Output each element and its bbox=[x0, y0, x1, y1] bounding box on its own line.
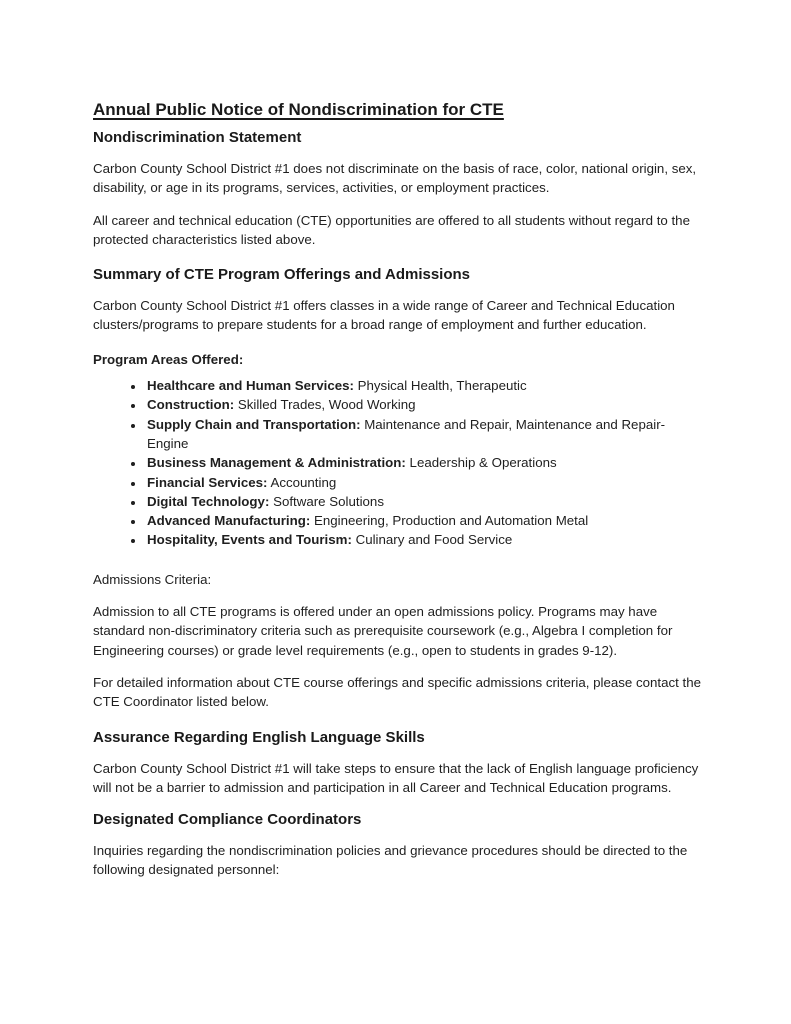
program-area-item bbox=[145, 415, 704, 454]
program-area-category: Construction: bbox=[147, 397, 235, 413]
heading-summary-offerings: Summary of CTE Program Offerings and Admissions bbox=[93, 266, 471, 284]
program-area-item bbox=[145, 473, 704, 492]
document-title: Annual Public Notice of Nondiscrimination for CTE bbox=[93, 100, 504, 119]
program-area-detail: Skilled Trades, Wood Working bbox=[237, 397, 416, 413]
program-area-item bbox=[145, 492, 704, 511]
program-area-item bbox=[145, 376, 704, 395]
program-area-item bbox=[145, 530, 704, 549]
heading-assurance-english: Assurance Regarding English Language Skills bbox=[93, 728, 425, 746]
admissions-paragraph-1: Admission to all CTE programs is offered under an open admissions policy. Programs may have standard non-discriminatory criteria such as prerequisite coursework (e.g., Algebra I completion for Engineering courses) or grade level requirements (e.g., open to students in grades 9-12). bbox=[93, 604, 673, 658]
program-area-detail: Engineering, Production and Automation Metal bbox=[313, 513, 589, 529]
admissions-criteria-label: Admissions Criteria: bbox=[93, 571, 212, 587]
nondiscrimination-paragraph-1: Carbon County School District #1 does not discriminate on the basis of race, color, national origin, sex, disability, or age in its programs, services, activities, or employment practices. bbox=[93, 161, 697, 196]
coordinators-paragraph: Inquiries regarding the nondiscrimination policies and grievance procedures should be directed to the following designated personnel: bbox=[93, 843, 688, 878]
program-area-category: Healthcare and Human Services: bbox=[147, 378, 354, 394]
program-area-detail: Accounting bbox=[270, 474, 337, 490]
program-area-item bbox=[145, 395, 704, 414]
program-area-detail: Maintenance and Repair, Maintenance and Repair-Engine bbox=[147, 416, 666, 451]
program-area-item bbox=[145, 511, 704, 530]
program-area-detail: Physical Health, Therapeutic bbox=[357, 378, 527, 394]
program-areas-label: Program Areas Offered: bbox=[93, 351, 244, 367]
assurance-paragraph: Carbon County School District #1 will take steps to ensure that the lack of English language proficiency will not be a barrier to admission and participation in all Career and Technical Education programs. bbox=[93, 760, 699, 795]
heading-nondiscrimination-statement: Nondiscrimination Statement bbox=[93, 129, 302, 146]
program-area-detail: Culinary and Food Service bbox=[355, 532, 513, 548]
program-area-category: Financial Services: bbox=[147, 474, 268, 490]
program-area-detail: Leadership & Operations bbox=[409, 455, 557, 471]
program-area-category: Supply Chain and Transportation: bbox=[147, 416, 361, 432]
program-area-category: Digital Technology: bbox=[147, 493, 270, 509]
program-area-item bbox=[145, 453, 704, 472]
nondiscrimination-paragraph-2: All career and technical education (CTE) opportunities are offered to all students without regard to the protected characteristics listed above. bbox=[93, 212, 690, 247]
program-area-detail: Software Solutions bbox=[273, 493, 384, 509]
program-area-category: Hospitality, Events and Tourism: bbox=[147, 532, 352, 548]
heading-compliance-coordinators: Designated Compliance Coordinators bbox=[93, 811, 362, 829]
program-area-category: Business Management & Administration: bbox=[147, 455, 406, 471]
program-area-category: Advanced Manufacturing: bbox=[147, 513, 311, 529]
admissions-paragraph-2: For detailed information about CTE course offerings and specific admissions criteria, please contact the CTE Coordinator listed below. bbox=[93, 674, 702, 710]
summary-intro-paragraph: Carbon County School District #1 offers classes in a wide range of Career and Technical Education clusters/programs to prepare students for a broad range of employment and further education. bbox=[93, 298, 675, 333]
program-areas-list bbox=[93, 376, 704, 550]
